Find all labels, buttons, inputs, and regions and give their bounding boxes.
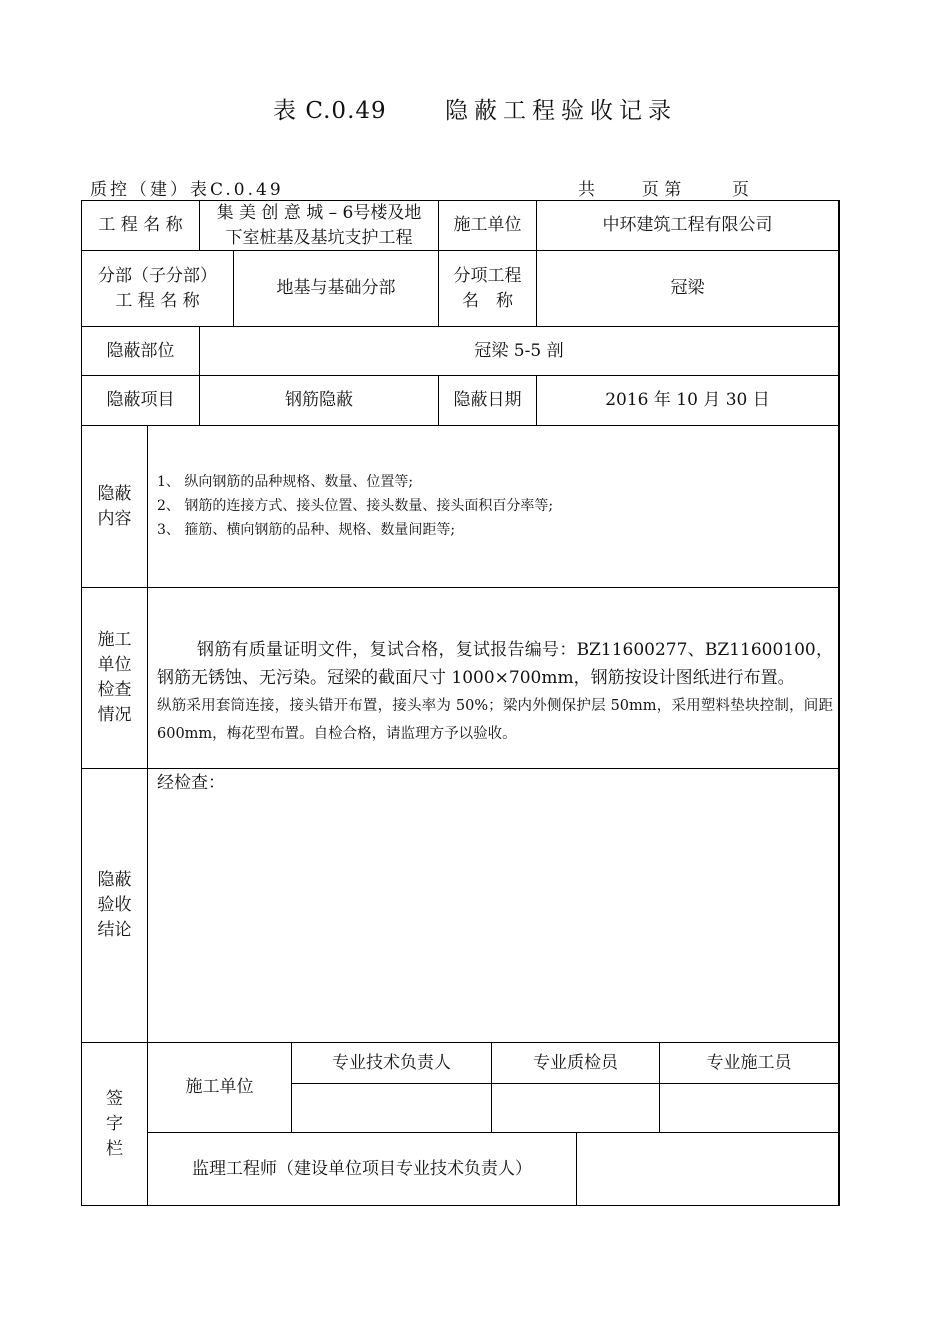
construction-unit-label: 施工单位 [453, 215, 522, 235]
page-counter [578, 175, 749, 200]
division-label-line-1: 分部（子分部） [98, 265, 217, 286]
check-label-line: 施工 [97, 630, 132, 650]
conclusion-label-line: 结论 [97, 920, 132, 940]
title-name: 隐蔽工程验收记录 [444, 98, 677, 124]
sign-label-line: 签 [106, 1088, 123, 1109]
check-label-line: 情况 [97, 705, 132, 725]
page-total-label: 共 [578, 180, 595, 200]
list-item: 1、 纵向钢筋的品种规格、数量、位置等; [157, 474, 414, 490]
sub-item-label [439, 251, 536, 326]
sign-worker-label: 专业施工员 [706, 1052, 792, 1073]
sign-unit-label: 施工单位 [185, 1077, 254, 1097]
list-item: 3、 箍筋、横向钢筋的品种、规格、数量间距等; [157, 522, 456, 538]
project-name-line-2: 下室桩基及基坑支护工程 [225, 227, 413, 248]
sign-supervisor-label: 监理工程师（建设单位项目专业技术负责人） [192, 1158, 532, 1179]
hidden-item-label: 隐蔽项目 [106, 390, 175, 410]
document-title [0, 92, 950, 125]
project-name-value [200, 201, 438, 250]
content-label [82, 426, 147, 587]
division-label-line-2: 工 程 名 称 [115, 290, 200, 311]
content-label-line: 隐蔽 [97, 483, 132, 504]
conclusion-label [82, 769, 147, 1042]
form-code: 质控（建）表C.0.49 [90, 180, 284, 200]
sub-item-label-line-1: 分项工程 [453, 265, 522, 286]
sub-item-label-line-2: 名 称 [462, 290, 513, 311]
sign-tech-lead-label: 专业技术负责人 [332, 1052, 451, 1073]
sign-worker-field[interactable] [660, 1084, 838, 1132]
check-text-paragraph-2: 纵筋采用套筒连接，接头错开布置，接头率为 50%；梁内外侧保护层 50mm，采用塑料垫块控制，间距 600mm，梅花型布置。自检合格，请监理方予以验收。 [157, 698, 833, 742]
check-label-line: 检查 [97, 680, 132, 700]
division-value: 地基与基础分部 [276, 278, 396, 298]
check-label [82, 588, 147, 768]
hidden-date-label: 隐蔽日期 [453, 390, 522, 410]
conclusion-text: 经检查： [157, 773, 225, 793]
hidden-item-value: 钢筋隐蔽 [285, 390, 353, 410]
sign-label [82, 1043, 147, 1205]
check-text-paragraph-1: 钢筋有质量证明文件，复试合格，复试报告编号：BZ11600277、BZ11600100，钢筋无锈蚀、无污染。冠梁的截面尺寸 1000×700mm，钢筋按设计图纸进行布置。 [157, 640, 833, 688]
sign-qc-label: 专业质检员 [533, 1052, 618, 1073]
hidden-date-value: 2016 年 10 月 30 日 [605, 390, 770, 410]
sign-tech-lead-field[interactable] [292, 1084, 491, 1132]
check-label-line: 单位 [97, 655, 132, 675]
content-list [157, 470, 553, 542]
sign-label-line: 栏 [106, 1138, 123, 1159]
hidden-location-value: 冠梁 5-5 剖 [474, 340, 564, 361]
content-label-line: 内容 [97, 508, 132, 529]
project-name-label: 工 程 名 称 [98, 215, 183, 235]
title-code: 表 C.0.49 [273, 98, 387, 124]
conclusion-label-line: 隐蔽 [97, 870, 132, 890]
hidden-location-label: 隐蔽部位 [106, 340, 175, 361]
project-name-line-1: 集 美 创 意 城 – 6号楼及地 [216, 202, 422, 223]
construction-unit-value: 中环建筑工程有限公司 [602, 215, 773, 235]
sign-qc-field[interactable] [492, 1084, 659, 1132]
sign-supervisor-field[interactable] [577, 1133, 838, 1205]
list-item: 2、 钢筋的连接方式、接头位置、接头数量、接头面积百分率等; [157, 498, 554, 514]
sub-item-value: 冠梁 [670, 278, 705, 298]
conclusion-label-line: 验收 [97, 895, 132, 915]
page-end-label: 页 [732, 180, 750, 200]
division-label [82, 251, 233, 326]
page-mid-label: 页 第 [641, 180, 682, 200]
check-text [157, 636, 833, 748]
sign-label-line: 字 [106, 1113, 123, 1134]
